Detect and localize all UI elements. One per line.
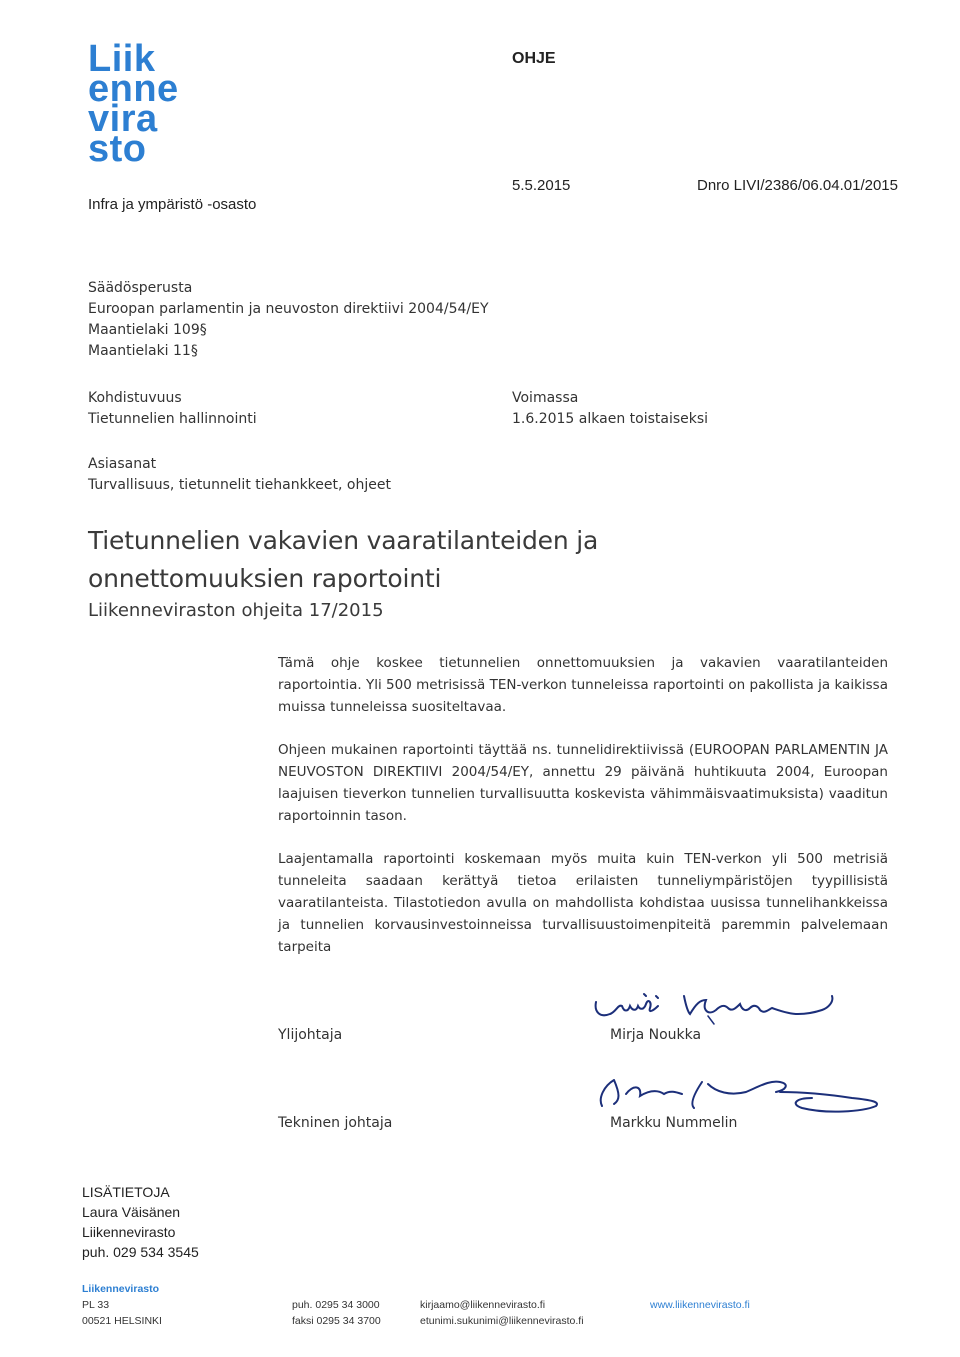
footer-fax-line: faksi 0295 34 3700 <box>292 1315 381 1327</box>
saadosperusta-section <box>88 278 489 362</box>
body-paragraph: Laajentamalla raportointi koskemaan myös muita kuin TEN-verkon yli 500 metrisiä tunneleita saadaan kerättyä tietoa erilaisten tunneliympäristöjen tyypillisistä vaaratilanteista. Tilastotiedon avulla on mahdollista kohdistaa uusissa tunnelihankkeissa ja tunnelien korvausinvestoinneissa turvallisuustoimenpiteitä paremmin palvelemaan tarpeita <box>278 851 888 955</box>
signer-name: Mirja Noukka <box>610 1027 702 1043</box>
kohdistuvuus-heading: Kohdistuvuus <box>88 390 182 406</box>
asiasanat-section <box>88 454 391 496</box>
saadosperusta-line: Maantielaki 11§ <box>88 343 198 359</box>
logo-line-1: Liik <box>88 38 156 80</box>
voimassa-section <box>512 388 708 430</box>
footer-website-link[interactable]: www.liikennevirasto.fi <box>650 1299 750 1311</box>
contact-line: Liikennevirasto <box>82 1224 176 1240</box>
saadosperusta-line: Maantielaki 109§ <box>88 322 207 338</box>
asiasanat-value: Turvallisuus, tietunnelit tiehankkeet, ohjeet <box>88 477 391 493</box>
contact-heading: LISÄTIETOJA <box>82 1184 170 1200</box>
document-type: OHJE <box>512 50 556 67</box>
contact-line: Laura Väisänen <box>82 1204 181 1220</box>
logo-line-3: vira <box>88 98 158 140</box>
footer-address-line: PL 33 <box>82 1299 110 1311</box>
signer-role: Tekninen johtaja <box>278 1115 393 1131</box>
footer-address <box>82 1281 162 1329</box>
document-number: Dnro LIVI/2386/06.04.01/2015 <box>697 177 898 194</box>
voimassa-value: 1.6.2015 alkaen toistaiseksi <box>512 411 709 427</box>
saadosperusta-line: Euroopan parlamentin ja neuvoston direktiivi 2004/54/EY <box>88 301 489 317</box>
body-paragraph: Ohjeen mukainen raportointi täyttää ns. tunnelidirektiivissä (EUROOPAN PARLAMENTIN JA NEUVOSTON DIREKTIIVI 2004/54/EY, annettu 29 päivänä huhtikuuta 2004, Euroopan laajuisen tieverkon tunnelien turvallisuutta koskevista vähimmäisvaatimuksista) vaaditun raportoinnin tason. <box>278 742 888 824</box>
signer-name: Markku Nummelin <box>610 1115 738 1131</box>
document-subtitle: Liikenneviraston ohjeita 17/2015 <box>88 600 384 621</box>
signer-role: Ylijohtaja <box>278 1027 343 1043</box>
liikennevirasto-logo <box>88 38 218 170</box>
footer-address-line: 00521 HELSINKI <box>82 1315 162 1327</box>
handwritten-signature-noukka <box>588 988 848 1030</box>
body-paragraph: Tämä ohje koskee tietunnelien onnettomuuksien ja vakavien vaaratilanteiden raportointia. Yli 500 metrisissä TEN-verkon tunneleissa raportointi on pakollista ja kaikissa muissa tunneleissa suositeltavaa. <box>278 655 888 715</box>
footer-email <box>420 1297 584 1329</box>
contact-info <box>82 1182 199 1262</box>
footer-org-name: Liikennevirasto <box>82 1283 160 1295</box>
asiasanat-heading: Asiasanat <box>88 456 157 472</box>
footer-phone <box>292 1297 381 1329</box>
saadosperusta-heading: Säädösperusta <box>88 280 193 296</box>
footer-email-line[interactable]: kirjaamo@liikennevirasto.fi <box>420 1299 546 1311</box>
handwritten-signature-nummelin <box>590 1070 890 1120</box>
footer-phone-line: puh. 0295 34 3000 <box>292 1299 380 1311</box>
kohdistuvuus-section <box>88 388 257 430</box>
logo-line-2: enne <box>88 68 179 110</box>
department-name: Infra ja ympäristö -osasto <box>88 196 257 213</box>
document-title: Tietunnelien vakavien vaaratilanteiden ja onnettomuuksien raportointi <box>88 526 599 593</box>
voimassa-heading: Voimassa <box>512 390 579 406</box>
document-date: 5.5.2015 <box>512 177 571 194</box>
kohdistuvuus-value: Tietunnelien hallinnointi <box>88 411 257 427</box>
contact-line: puh. 029 534 3545 <box>82 1244 199 1260</box>
footer-email-line[interactable]: etunimi.sukunimi@liikennevirasto.fi <box>420 1315 584 1327</box>
logo-line-4: sto <box>88 128 147 170</box>
